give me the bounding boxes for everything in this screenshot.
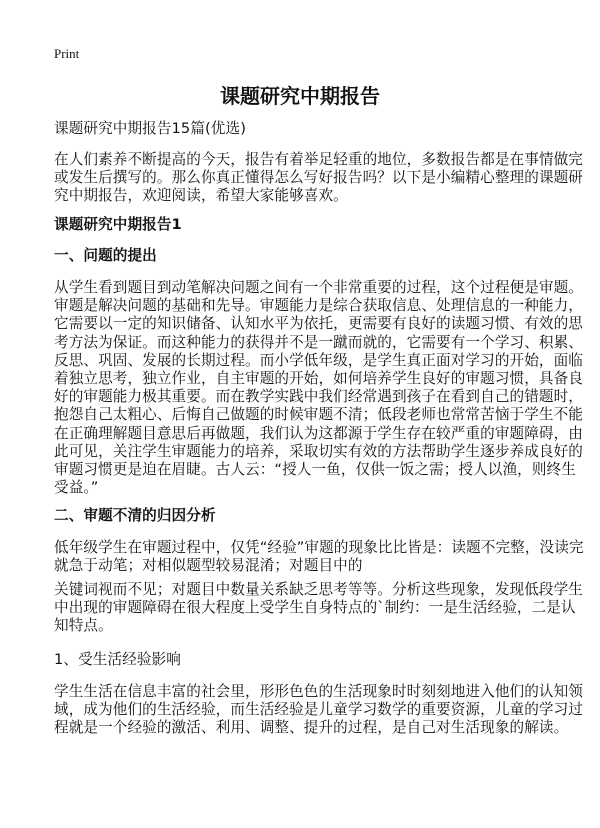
text-line: 此可见，关注学生审题能力的培养，采取切实有效的方法帮助学生逐步养成良好的 xyxy=(54,442,583,460)
section2-paragraph-1 xyxy=(54,539,584,575)
text-line: 审题习惯更是迫在眉睫。古人云：“授人一鱼，仅供一饭之需；授人以渔，则终生 xyxy=(54,460,576,478)
section1-heading-text: 一、问题的提出 xyxy=(54,247,157,264)
text-line: 受益。” xyxy=(54,479,99,497)
text-line: 中出现的审题障碍在很大程度上受学生自身特点的`制约：一是生活经验，二是认 xyxy=(54,599,576,617)
print-label[interactable]: Print xyxy=(54,46,80,61)
text-line: 就急于动笔；对相似题型较易混淆；对题目中的 xyxy=(54,557,363,575)
text-line: 考方法为保证。而这种能力的获得并不是一蹴而就的，它需要有一个学习、积累、 xyxy=(54,333,583,351)
subtitle xyxy=(54,120,554,138)
text-line: 学生生活在信息丰富的社会里，形形色色的生活现象时时刻刻地进入他们的认知领 xyxy=(54,683,583,700)
text-line: 好的审题能力极其重要。而在教学实践中我们经常遇到孩子在看到自己的错题时， xyxy=(54,388,583,406)
text-line: 程就是一个经验的激活、利用、调整、提升的过程，是自己对生活现象的解读。 xyxy=(54,719,569,737)
text-line: 它需要以一定的知识储备、认知水平为依托，更需要有良好的读题习惯、有效的思 xyxy=(54,315,583,333)
text-line: 究中期报告，欢迎阅读，希望大家能够喜欢。 xyxy=(54,187,348,205)
sub1-heading xyxy=(54,651,554,669)
text-line: 关键词视而不见；对题目中数量关系缺乏思考等等。分析这些现象，发现低段学生 xyxy=(54,581,583,598)
text-line: 抱怨自己太粗心、后悔自己做题的时候审题不清；低段老师也常常苦恼于学生不能 xyxy=(54,406,583,424)
section2-heading xyxy=(54,507,554,525)
text-line: 域，成为他们的生活经验，而生活经验是儿童学习数学的重要资源，儿童的学习过 xyxy=(54,701,583,719)
report-heading-text: 课题研究中期报告1 xyxy=(54,216,182,233)
sub1-heading-text: 1、受生活经验影响 xyxy=(54,651,181,668)
section1-heading xyxy=(54,247,554,265)
report-heading xyxy=(54,216,554,234)
text-line: 知特点。 xyxy=(54,617,113,635)
text-line: 从学生看到题目到动笔解决问题之间有一个非常重要的过程，这个过程便是审题。 xyxy=(54,279,583,296)
document-title: 课题研究中期报告 xyxy=(220,84,380,108)
subtitle-text: 课题研究中期报告15篇(优选) xyxy=(54,120,246,137)
section2-heading-text: 二、审题不清的归因分析 xyxy=(54,507,216,524)
text-line: 审题是解决问题的基础和先导。审题能力是综合获取信息、处理信息的一种能力， xyxy=(54,297,583,315)
intro-paragraph xyxy=(54,151,583,206)
sub1-body xyxy=(54,683,583,738)
text-line: 低年级学生在审题过程中，仅凭“经验”审题的现象比比皆是：读题不完整，没读完 xyxy=(54,539,584,556)
section2-paragraph-2 xyxy=(54,581,583,636)
text-line: 或发生后撰写的。那么你真正懂得怎么写好报告吗？以下是小编精心整理的课题研 xyxy=(54,169,583,187)
text-line: 反思、巩固、发展的长期过程。而小学低年级，是学生真正面对学习的开始，面临 xyxy=(54,351,583,369)
section1-body xyxy=(54,279,583,497)
text-line: 在人们素养不断提高的今天，报告有着举足轻重的地位，多数报告都是在事情做完 xyxy=(54,151,583,168)
text-line: 在正确理解题目意思后再做题，我们认为这都源于学生存在较严重的审题障碍，由 xyxy=(54,424,583,442)
text-line: 着独立思考，独立作业，自主审题的开始，如何培养学生良好的审题习惯，具备良 xyxy=(54,369,583,387)
